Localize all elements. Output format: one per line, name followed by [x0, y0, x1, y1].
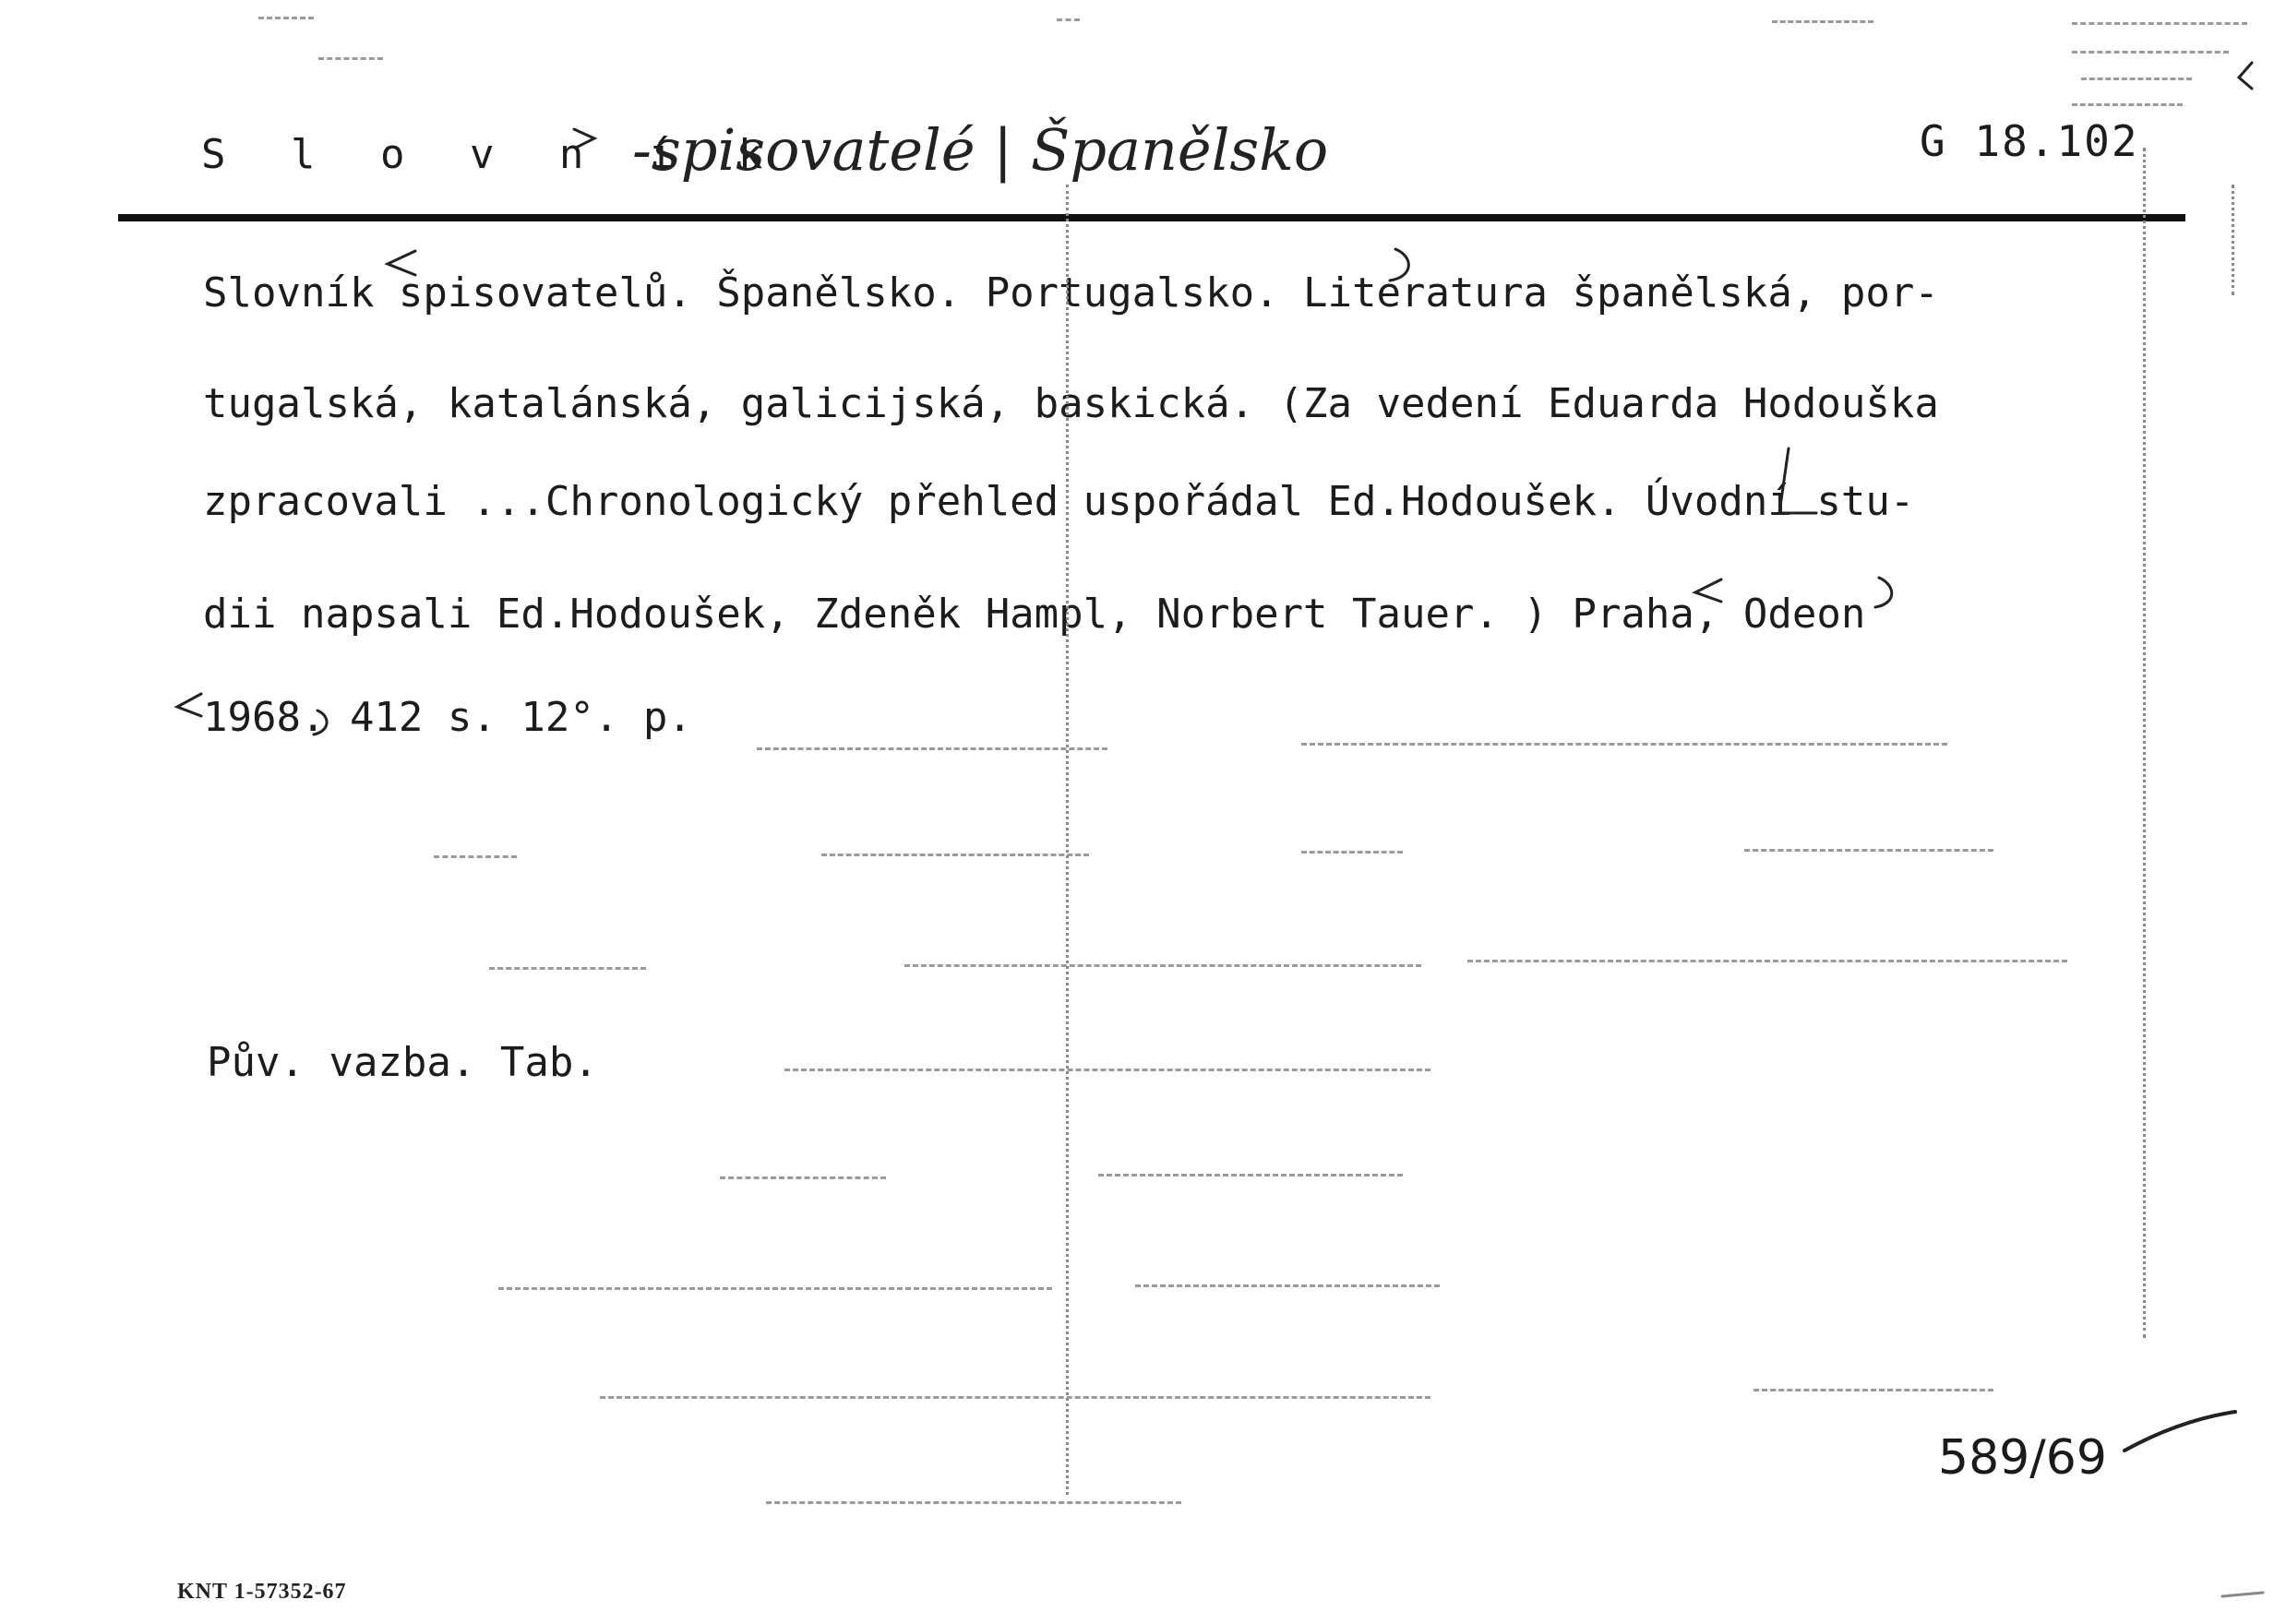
- entry-line-4: dii napsali Ed.Hodoušek, Zdeněk Hampl, Norbert Tauer. ) Praha, Odeon: [203, 591, 1866, 638]
- accession-number: 589/69: [1938, 1430, 2107, 1486]
- entry-line-1: Slovník spisovatelů. Španělsko. Portugalsko. Literatura španělská, por-: [203, 269, 1939, 316]
- card-heading-word: S l o v n í k: [201, 131, 784, 178]
- entry-line-3: zpracovali ...Chronologický přehled uspořádal Ed.Hodoušek. Úvodní stu-: [203, 478, 1915, 525]
- call-number: G 18.102: [1920, 116, 2139, 166]
- footer-code: KNT 1-57352-67: [177, 1580, 347, 1604]
- card-heading-handwritten: -spisovatelé | Španělsko: [632, 116, 1329, 184]
- entry-line-5: 1968. 412 s. 12°. p.: [203, 694, 692, 741]
- note-line: Pův. vazba. Tab.: [207, 1039, 598, 1086]
- entry-line-2: tugalská, katalánská, galicijská, baskická. (Za vedení Eduarda Hodouška: [203, 380, 1939, 427]
